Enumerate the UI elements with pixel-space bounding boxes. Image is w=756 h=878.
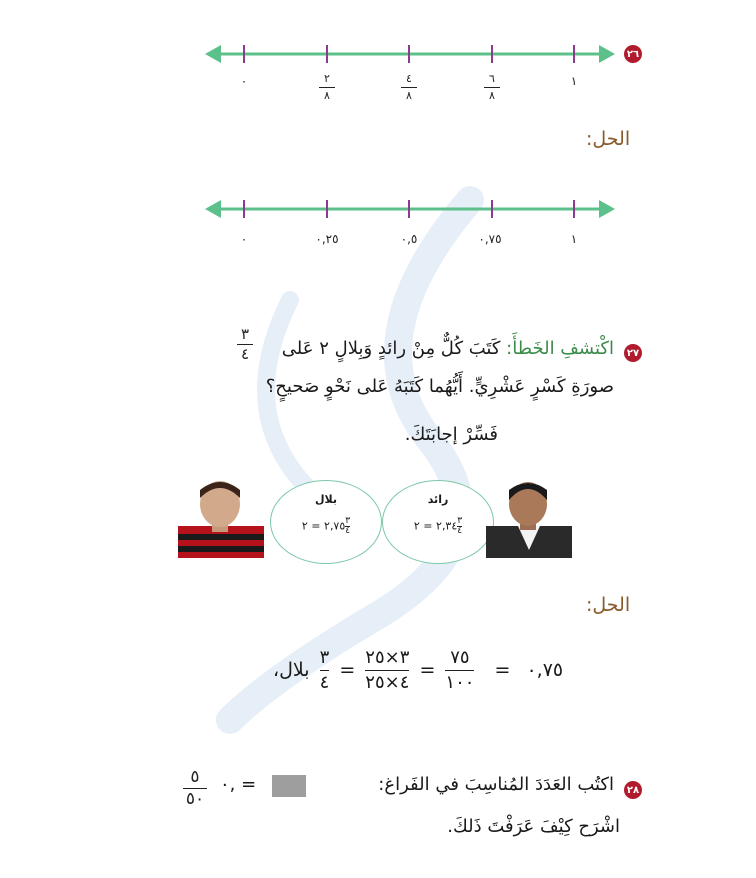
solution-heading: الحل:: [586, 594, 631, 616]
tick-label-one: ١: [570, 74, 578, 88]
bilal-name: بلال: [314, 493, 338, 506]
equation-tail: ٠, =: [220, 774, 257, 795]
tick-label: ٠,٧٥: [478, 232, 502, 246]
question-text: اشْرَح كِيْفَ عَرَفْتَ ذَلكَ.: [447, 816, 620, 837]
mixed-fraction: ٣ ٤: [234, 326, 256, 363]
question-text: كَتَبَ كُلٌّ مِنْ رائدٍ وَبِلالٍ ٢ عَلى: [281, 338, 501, 359]
raed-bubble: [382, 480, 494, 564]
question-number-badge: ٢٨: [624, 781, 642, 799]
question-text: فَسِّرْ إجابَتَكَ.: [404, 424, 498, 445]
solution-equation: ٠,٧٥ = $\frac{٧٥}{١٠٠} = \frac{٣\times ٢٥}{٤\times ٢٥} = \frac{٣}{٤}$ بلال،: [273, 647, 564, 693]
bilal-expression: ٢,٧٥ = ٢ ٣ ٤: [301, 516, 351, 536]
solution-heading: الحل:: [586, 128, 631, 150]
solution-name: بلال،: [273, 659, 310, 681]
raed-photo: [486, 478, 572, 558]
tick-label: ١: [570, 232, 578, 246]
tick-label-zero: ٠: [240, 74, 248, 88]
tick-label: ٠,٢٥: [315, 232, 339, 246]
solution-fraction: $\frac{٧٥}{١٠٠}$: [445, 647, 475, 693]
question-text: صورَةِ كَسْرٍ عَشْرِيٍّ. أَيُّهُما كَتَبَهُ عَلى نَحْوٍ صَحيحٍ؟: [265, 376, 614, 397]
fraction-five-fiftieths: ٥ ٥٠: [180, 768, 210, 809]
tick-fraction: ٤ ٨: [398, 72, 420, 103]
question-title: اكْتشفِ الخَطأَ:: [506, 338, 614, 359]
raed-name: رائد: [427, 493, 449, 506]
tick-label: ٠: [240, 232, 248, 246]
raed-expression: ٢,٣٤ = ٢ ٣ ٤: [413, 516, 463, 536]
solution-result: ٠,٧٥: [526, 659, 564, 681]
tick-label: ٠,٥: [400, 232, 418, 246]
question-line: [282, 338, 614, 359]
tick-fraction: ٦ ٨: [481, 72, 503, 103]
question-number-badge: ٢٦: [624, 45, 642, 63]
number-line-fractions: [205, 42, 615, 66]
question-number-badge: ٢٧: [624, 344, 642, 362]
tick-fraction: ٢ ٨: [316, 72, 338, 103]
bilal-bubble: [270, 480, 382, 564]
solution-fraction: $\frac{٣}{٤}$: [319, 647, 330, 693]
answer-blank[interactable]: [272, 775, 306, 797]
question-text: اكتُب العَدَدَ المُناسِبَ في الفَراغ:: [378, 774, 614, 795]
solution-fraction: $\frac{٣\times ٢٥}{٤\times ٢٥}$: [365, 647, 410, 693]
bilal-photo: [178, 478, 264, 558]
number-line-decimals: [205, 197, 615, 221]
